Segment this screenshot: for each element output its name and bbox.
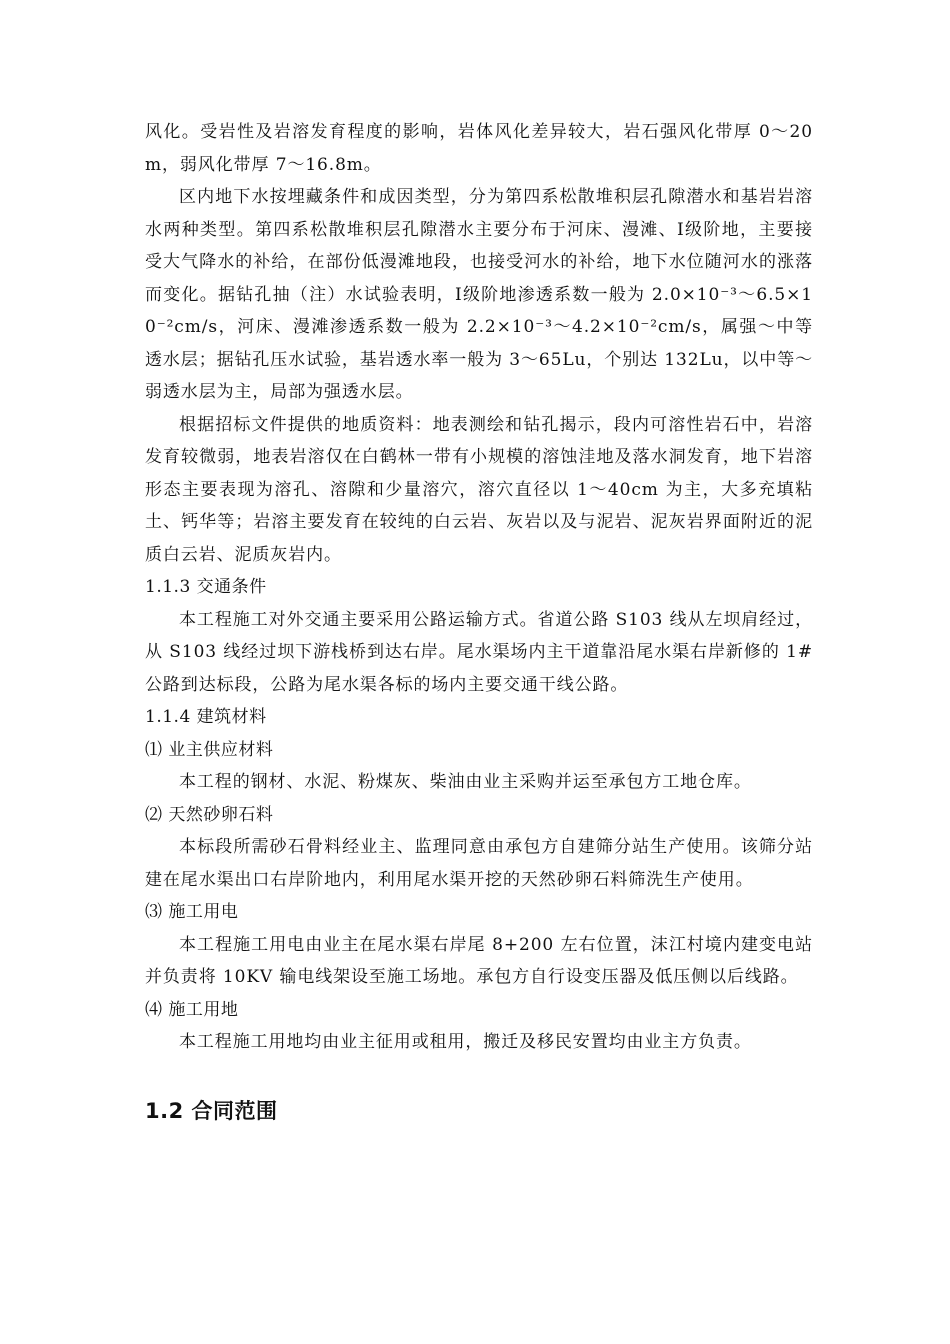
paragraph-gravel: 本标段所需砂石骨料经业主、监理同意由承包方自建筛分站生产使用。该筛分站建在尾水渠出口右岸阶地内，利用尾水渠开挖的天然砂卵石料筛洗生产使用。 [145, 837, 813, 890]
section-heading-contract-scope: 1.2 合同范围 [145, 1098, 278, 1123]
section-heading-traffic: 1.1.3 交通条件 [145, 577, 267, 597]
paragraph-groundwater: 区内地下水按埋藏条件和成因类型，分为第四系松散堆积层孔隙潜水和基岩岩溶水两种类型。第四系松散堆积层孔隙潜水主要分布于河床、漫滩、Ⅰ级阶地，主要接受大气降水的补给，在部份低漫滩地段，也接受河水的补给，地下水位随河水的涨落而变化。据钻孔抽（注）水试验表明，Ⅰ级阶地渗透系数一般为 2.0×10⁻³～6.5×10⁻²cm/s，河床、漫滩渗透系数一般为 2.2×10⁻³～4.2×10⁻²cm/s，属强～中等透水层；据钻孔压水试验，基岩透水率一般为 3～65Lu，个别达 132Lu，以中等～弱透水层为主，局部为强透水层。 [145, 187, 813, 402]
paragraph-owner-materials: 本工程的钢材、水泥、粉煤灰、柴油由业主采购并运至承包方工地仓库。 [179, 772, 752, 792]
paragraph-weathering: 风化。受岩性及岩溶发育程度的影响，岩体风化差异较大，岩石强风化带厚 0～20m，弱风化带厚 7～16.8m。 [145, 122, 813, 175]
paragraph-land: 本工程施工用地均由业主征用或租用，搬迁及移民安置均由业主方负责。 [179, 1032, 752, 1052]
section-heading-materials: 1.1.4 建筑材料 [145, 707, 267, 727]
paragraph-karst: 根据招标文件提供的地质资料：地表测绘和钻孔揭示，段内可溶性岩石中，岩溶发育较微弱，地表岩溶仅在白鹤林一带有小规模的溶蚀洼地及落水洞发育，地下岩溶形态主要表现为溶孔、溶隙和少量溶穴，溶穴直径以 1～40cm 为主，大多充填粘土、钙华等；岩溶主要发育在较纯的白云岩、灰岩以及与泥岩、泥灰岩界面附近的泥质白云岩、泥质灰岩内。 [145, 414, 813, 565]
document-body [145, 116, 813, 1127]
list-item-land: ⑷ 施工用地 [145, 999, 239, 1020]
paragraph-traffic: 本工程施工对外交通主要采用公路运输方式。省道公路 S103 线从左坝肩经过，从 S103 线经过坝下游栈桥到达右岸。尾水渠场内主干道靠沿尾水渠右岸新修的 1#公路到达标段，公路为尾水渠各标的场内主要交通干线公路。 [145, 609, 813, 695]
paragraph-power: 本工程施工用电由业主在尾水渠右岸尾 8+200 左右位置，沫江村境内建变电站并负责将 10KV 输电线架设至施工场地。承包方自行设变压器及低压侧以后线路。 [145, 934, 813, 987]
list-item-owner-materials: ⑴ 业主供应材料 [145, 739, 274, 760]
list-item-gravel: ⑵ 天然砂卵石料 [145, 804, 274, 825]
list-item-power: ⑶ 施工用电 [145, 902, 239, 922]
